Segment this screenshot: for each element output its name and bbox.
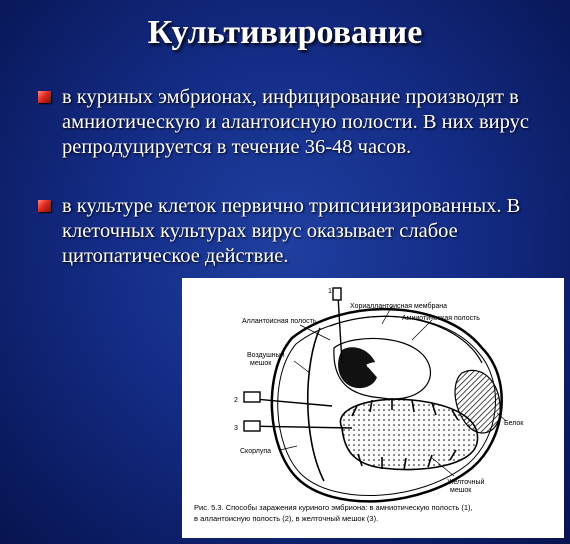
bullet-text: в культуре клеток первично трипсинизированных. В клеточных культурах вирус оказывает слабое цитопатическое действие. [62, 195, 521, 267]
figure-caption-line-2: в аллантоисную полость (2), в желточный мешок (3). [194, 514, 379, 523]
bullet-marker [38, 91, 51, 103]
bullet-item-2 [38, 194, 538, 269]
label-air-sac-2: мешок [250, 360, 272, 367]
yolk-sac [340, 399, 477, 469]
egg-diagram-svg [182, 278, 564, 538]
bullet-marker [38, 200, 51, 212]
label-yolk-sac: Желточный [447, 479, 485, 486]
needle-1 [338, 296, 342, 363]
label-amniotic: Амниотическая полость [402, 315, 480, 322]
label-needle-3: 3 [234, 425, 238, 432]
label-allantoic: Аллантоисная полость [242, 318, 317, 325]
slide-title: Культивирование [147, 14, 423, 51]
egg-infection-diagram [182, 278, 564, 538]
label-air-sac: Воздушный [247, 352, 285, 359]
label-protein: Белок [504, 420, 524, 427]
bullet-text: в куриных эмбрионах, инфицирование производят в амниотическую и алантоисную полости. В них вирус репродуцируется в течение 36-48 часов. [62, 86, 529, 158]
label-shell: Скорлупа [240, 448, 272, 455]
label-chorioallantoic: Хориаллантоисная мембрана [350, 303, 448, 310]
label-needle-1: 1 [328, 288, 332, 295]
figure-caption-line-1: Рис. 5.3. Способы заражения куриного эмбриона: в амниотическую полость (1), [194, 503, 473, 512]
bullet-item-1 [38, 85, 538, 160]
label-needle-2: 2 [234, 397, 238, 404]
label-yolk-sac-2: мешок [450, 487, 472, 494]
